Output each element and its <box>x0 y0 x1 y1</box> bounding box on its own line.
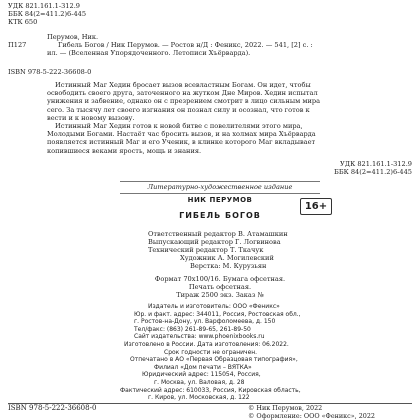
age-rating-badge: 16+ <box>300 198 332 215</box>
udk-code: УДК 821.161.1-312.9 <box>8 2 80 10</box>
publisher-line: г. Москва, ул. Валовая, д. 28 <box>154 378 245 386</box>
annotation-line: Истинный Маг Хедин готов к новой битве с повелителями этого мира, <box>55 122 303 130</box>
publisher-line: Срок годности не ограничен. <box>164 348 258 356</box>
bibliographic-entry-line-2: ил. — (Вселенная Упорядоченного. Летописи Хъёрварда). <box>47 49 251 57</box>
publisher-block <box>120 303 320 402</box>
bbk-code-footer: ББК 84(2=411.2)6-445 <box>333 168 412 176</box>
copyright-line: © Ник Перумов, 2022 <box>248 404 323 412</box>
credit-line: Технический редактор Т. Ткачук <box>148 246 264 255</box>
author-mark: П127 <box>8 41 27 49</box>
credit-line-layout: Верстка: М. Курузьян <box>190 262 267 270</box>
author-heading: Перумов, Ник. <box>47 33 99 41</box>
isbn-bottom: ISBN 978-5-222-36608-0 <box>8 404 97 412</box>
publisher-line: Издатель и изготовитель: ООО «Феникс» <box>148 303 280 310</box>
publisher-line: Отпечатано в АО «Первая Образцовая типография», <box>130 356 298 364</box>
publisher-line: Юридический адрес: 115054, Россия, <box>142 371 261 379</box>
annotation-line: вести и к новому вызову. <box>47 113 135 122</box>
annotation-line: появляется истинный Маг и его Ученик, в клинке которого Маг вкладывает <box>47 138 316 147</box>
bbk-code: ББК 84(2=411.2)6-445 <box>8 10 87 18</box>
annotation-line: освободить своего друга, заточенного на жутком Дне Миров. Хедин испытал <box>47 89 318 98</box>
publisher-line: Фактический адрес: 610033, Россия, Кировская область, <box>120 386 301 394</box>
credit-line: Ответственный редактор В. Атамашкин <box>148 230 288 238</box>
annotation-line: Молодыми Богами. Настаёт час бросить вызов, и на холмах мира Хъёрварда <box>47 130 316 139</box>
credit-line-artist: Художник А. Могилевский <box>180 254 274 262</box>
publisher-line: Филиал «Дом печати – ВЯТКА» <box>154 363 252 371</box>
annotation-paragraph-1 <box>47 81 411 122</box>
publisher-line: Сайт издательства: www.phoenixbooks.ru <box>134 333 265 341</box>
publisher-line: Тел/факс: (863) 261-89-65, 261-89-50 <box>134 325 251 333</box>
edition-author: НИК ПЕРУМОВ <box>187 196 253 204</box>
copyright-block <box>248 404 375 420</box>
print-specs-block <box>120 275 320 300</box>
annotation-line: Истинный Маг Хедин бросает вызов всевластным Богам. Он идет, чтобы <box>55 81 311 89</box>
bibliographic-entry-line-1: Гибель Богов / Ник Перумов. — Ростов н/Д : Феникс, 2022. — 541, [2] с. : <box>58 41 313 49</box>
annotation-paragraph-2 <box>47 122 411 155</box>
annotation-line: копившиеся веками ярость, мощь и знания. <box>47 146 202 155</box>
genre-label: Литературно-художественное издание <box>147 183 293 191</box>
copyright-line: © Оформление: ООО «Феникс», 2022 <box>248 412 375 420</box>
publisher-line: Юр. и факт. адрес: 344011, Россия, Ростовская обл., <box>134 310 301 318</box>
credits-block <box>148 230 288 255</box>
publisher-line: Изготовлено в России. Дата изготовления: 06.2022. <box>124 340 289 348</box>
print-spec-line: Формат 70х100/16. Бумага офсетная. <box>154 275 286 283</box>
print-spec-line: Тираж 2500 экз. Заказ № <box>176 291 264 300</box>
edition-title: ГИБЕЛЬ БОГОВ <box>179 211 261 220</box>
divider-genre <box>120 193 320 194</box>
udk-code-footer: УДК 821.161.1-312.9 <box>340 160 412 168</box>
credit-line: Выпускающий редактор Г. Логвинова <box>148 238 281 247</box>
annotation-line: сего. За тысячу лет своего изгнания он познал силу и осознал, что готов к <box>47 105 310 114</box>
print-spec-line: Печать офсетная. <box>188 283 252 292</box>
isbn-top: ISBN 978-5-222-36608-0 <box>8 68 92 76</box>
publisher-line: г. Киров, ул. Московская, д. 122 <box>148 394 250 402</box>
publisher-line: г. Ростов-на-Дону, ул. Варфоломеева, д. 150 <box>134 318 276 326</box>
ktk-code: КТК 650 <box>8 18 38 26</box>
divider-top <box>120 181 320 182</box>
annotation-line: унижения и забвение, однако он с презрением смотрит в лицо сильным мира <box>47 97 321 106</box>
